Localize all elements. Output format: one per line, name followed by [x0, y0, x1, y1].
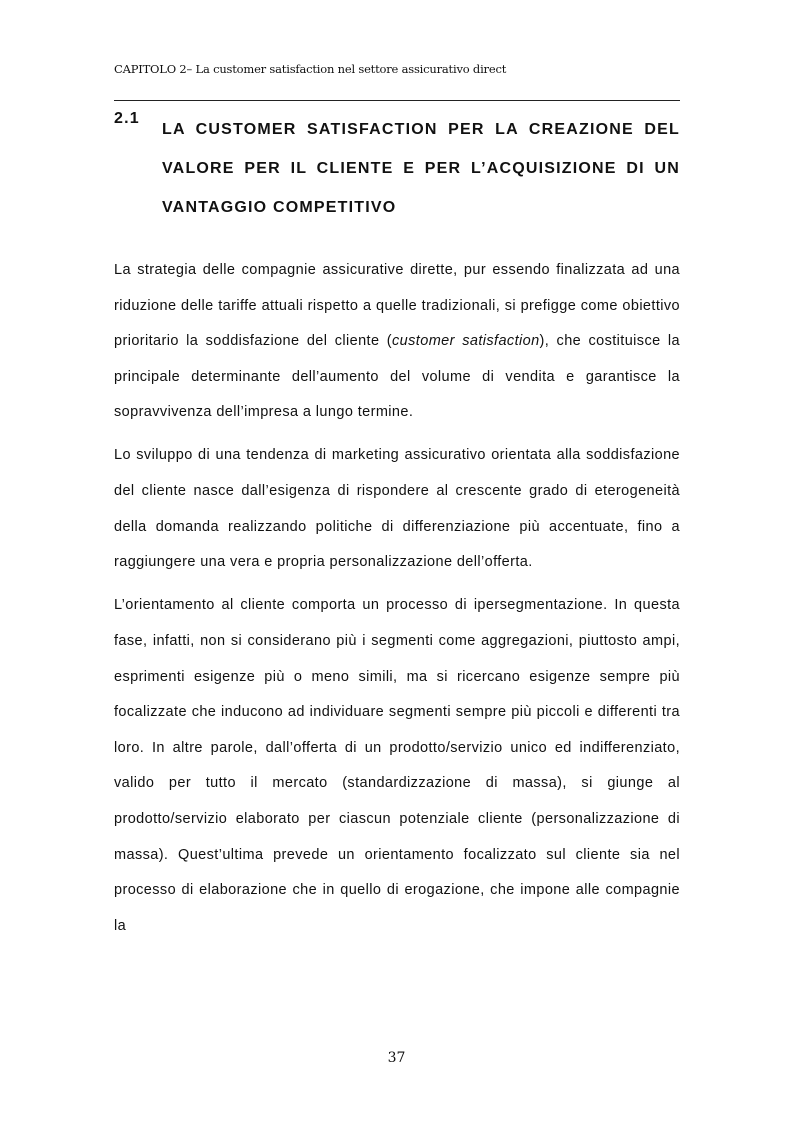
- running-header: CAPITOLO 2– La customer satisfaction nel settore assicurativo direct: [114, 62, 507, 76]
- section-title: [162, 110, 680, 227]
- section-title-line-3: VANTAGGIO COMPETITIVO: [162, 199, 397, 216]
- paragraph-1-italic-term: customer satisfaction: [392, 333, 540, 350]
- paragraph-3: L’orientamento al cliente comporta un processo di ipersegmentazione. In questa fase, infatti, non si considerano più i segmenti come aggregazioni, piuttosto ampi, esprimenti esigenze più o meno simili, ma si ricercano esigenze sempre più focalizzate che inducono ad individuare segmenti sempre più piccoli e differenti tra loro. In altre parole, dall’offerta di un prodotto/servizio unico ed indifferenziato, valido per tutto il mercato (standardizzazione di massa), si giunge al prodotto/servizio elaborato per ciascun potenziale cliente (personalizzazione di massa). Quest’ultima prevede un orientamento focalizzato sul cliente sia nel processo di elaborazione che in quello di erogazione, che impone alle compagnie la: [114, 597, 680, 934]
- paragraph-2: Lo sviluppo di una tendenza di marketing assicurativo orientata alla soddisfazione del cliente nasce dall’esigenza di rispondere al crescente grado di eterogeneità della domanda realizzando politiche di differenziazione più accentuate, fino a raggiungere una vera e propria personalizzazione dell’offerta.: [114, 447, 680, 571]
- page-number: 37: [387, 1050, 406, 1066]
- section-number: 2.1: [114, 110, 140, 127]
- paragraph-1-part-a: La strategia delle compagnie assicurative dirette, pur essendo finalizzata ad una riduzione delle tariffe attuali rispetto a quelle tradizionali, si prefigge come obiettivo prioritario la soddisfazione del cliente (: [114, 262, 680, 350]
- section-title-line-1: LA CUSTOMER SATISFACTION PER LA CREAZIONE DEL: [162, 121, 680, 138]
- paragraph-1-part-b: ), che costituisce la principale determinante dell’aumento del volume di vendita e garantisce la sopravvivenza dell’impresa a lungo termine.: [114, 333, 681, 421]
- header-rule: [114, 100, 680, 101]
- section-title-line-2: VALORE PER IL CLIENTE E PER L’ACQUISIZIONE DI UN: [162, 160, 680, 177]
- paragraph-1: [114, 253, 680, 431]
- body-text: [114, 253, 680, 952]
